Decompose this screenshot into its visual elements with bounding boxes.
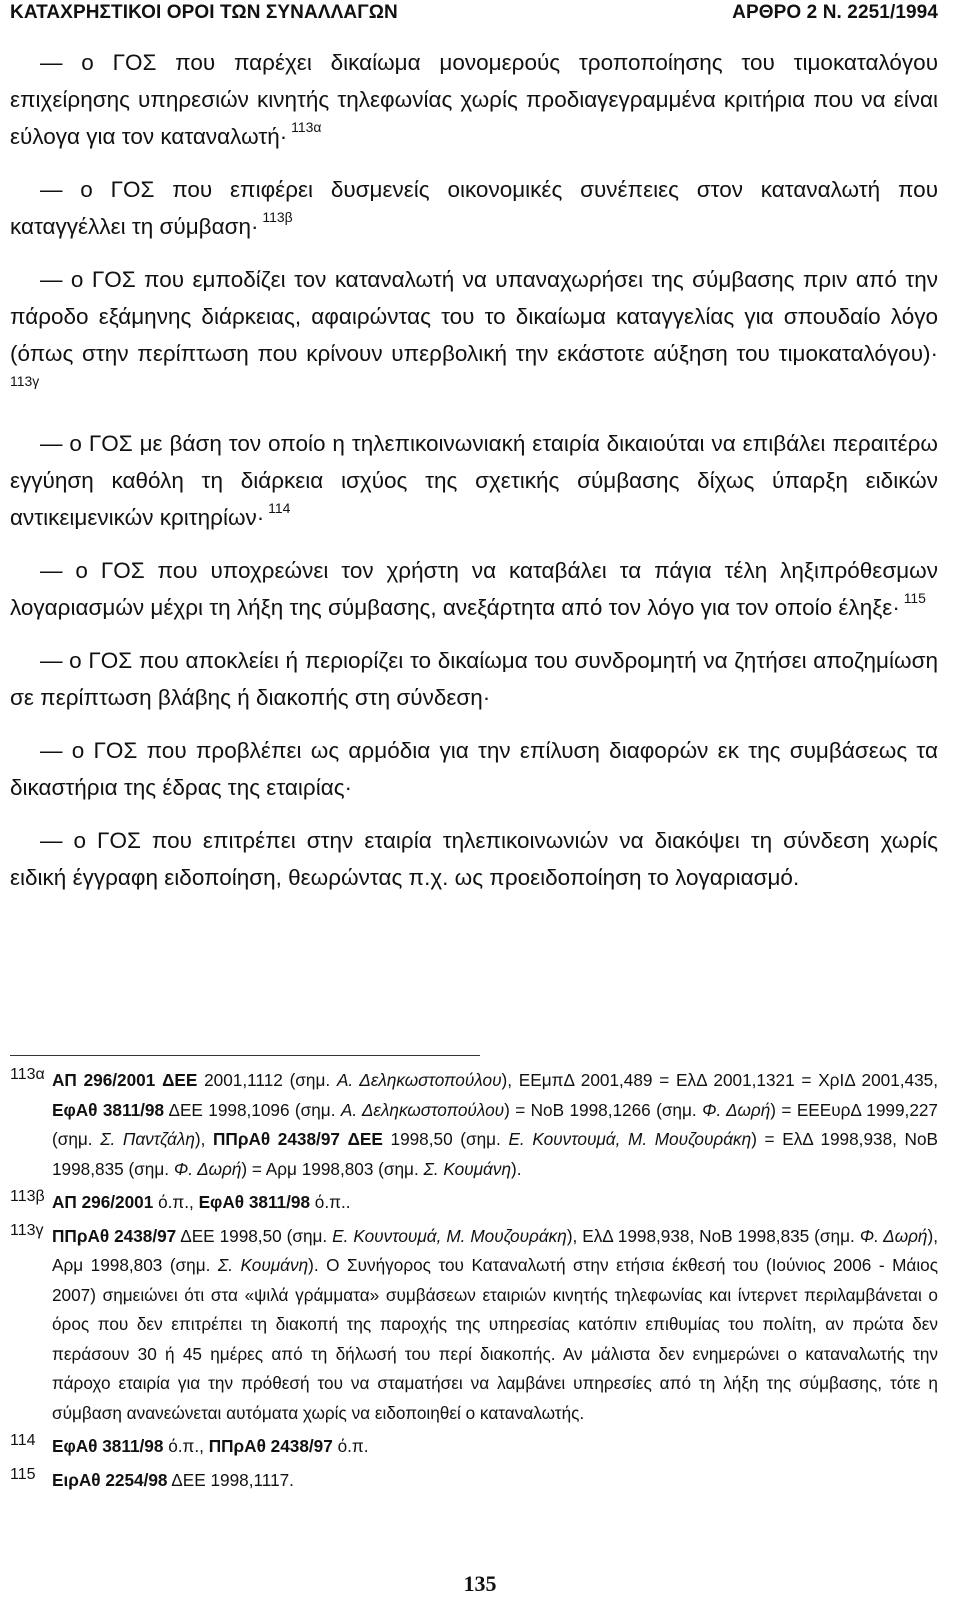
- citation-bold: ΕφΑθ 3811/98: [52, 1099, 165, 1120]
- clause-text: — ο ΓΟΣ που εμποδίζει τον καταναλωτή να υπαναχωρήσει της σύμβασης πριν από την πάροδο εξάμηνης διάρκειας, αφαιρώντας του το δικαίωμα καταγγελίας για σπουδαίο λόγο (όπως στην περίπτωση που κρίνουν υπερβολική την εκάστοτε αύξηση του τιμοκαταλόγου)·: [10, 267, 938, 366]
- clause-text: — ο ΓΟΣ που επιφέρει δυσμενείς οικονομικές συνέπειες στον καταναλωτή που καταγγέλλει τη σύμβαση·: [10, 177, 938, 239]
- citation-bold: ΠΠρΑθ 2438/97: [208, 1436, 333, 1456]
- author-italic: Φ. Δωρή: [702, 1099, 771, 1120]
- citation-bold: ΠΠρΑθ 2438/97: [213, 1129, 340, 1149]
- citation-bold: ΑΠ 296/2001: [52, 1192, 154, 1212]
- footnote-text: 2001,1112 (σημ.: [197, 1070, 337, 1090]
- author-italic: Σ. Παντζάλη: [100, 1129, 195, 1149]
- clause-paragraph: [10, 732, 938, 806]
- citation-bold: ΠΠρΑθ 2438/97: [52, 1225, 177, 1246]
- clause-paragraph: [10, 425, 938, 536]
- footnote-number: 113γ: [10, 1221, 44, 1239]
- footnote-text: ΔΕΕ 1998,50 (σημ.: [176, 1225, 333, 1246]
- header-article: ΑΡΘΡΟ 2 Ν. 2251/1994: [732, 2, 938, 23]
- citation-bold: ΔΕΕ: [347, 1129, 383, 1149]
- clause-text: — ο ΓΟΣ που υποχρεώνει τον χρήστη να καταβάλει τα πάγια τέλη ληξιπρόθεσμων λογαριασμών μέχρι τη λήξη της σύμβασης, ανεξάρτητα από τον λόγο για τον οποίο έληξε·: [10, 558, 938, 620]
- footnote-text: ΔΕΕ 1998,1096 (σημ.: [164, 1099, 341, 1120]
- footnote-text: ό.π..: [310, 1192, 351, 1212]
- citation-bold: ΔΕΕ: [162, 1070, 198, 1090]
- footnote-number: 113α: [10, 1066, 45, 1083]
- author-italic: Α. Δεληκωστοπούλου: [340, 1099, 505, 1120]
- clause-paragraph: [10, 552, 938, 626]
- footnote-text: ) = ΝοΒ 1998,1266 (σημ.: [504, 1099, 703, 1120]
- footnote: [10, 1188, 938, 1218]
- clause-text: — ο ΓΟΣ με βάση τον οποίο η τηλεπικοινωνιακή εταιρία δικαιούται να επιβάλει περαιτέρω εγγύηση καθόλη τη διάρκεια ισχύος της σχετικής σύμβασης δίχως ύπαρξη ειδικών αντικειμενικών κριτηρίων·: [10, 431, 938, 530]
- footnotes: [10, 1066, 938, 1499]
- author-italic: Φ. Δωρή: [173, 1158, 242, 1179]
- author-italic: Σ. Κουμάνη: [423, 1158, 511, 1179]
- footnote-reference[interactable]: 113α: [287, 119, 322, 136]
- clause-text: — ο ΓΟΣ που παρέχει δικαίωμα μονομερούς τροποποίησης του τιμοκαταλόγου επιχείρησης υπηρεσιών κινητής τηλεφωνίας χωρίς προδιαγεγραμμένα κριτήρια που να είναι εύλογα για τον καταναλωτή·: [10, 50, 938, 149]
- footnote-text: ),: [194, 1129, 214, 1149]
- footnote-text: ). Ο Συνήγορος του Καταναλωτή στην ετήσια έκθεσή του (Ιούνιος 2006 - Μάιος 2007) σημειώνει ότι στα «ψιλά γράμματα» συμβάσεων εταιριών κινητής τηλεφωνίας και ίντερνετ περιλαμβάνεται ο όρος που δεν επιτρέπει τη διακοπή της παροχής της υπηρεσίας κατόπιν επιθυμίας του πολίτη, αν πρώτα δεν περάσουν 30 ή 45 ημέρες από τη δήλωσή του περί διακοπής. Αν μάλιστα δεν ενημερώνει ο καταναλωτής την πάροχο εταιρία για την πρόθεσή του να σταματήσει να λαμβάνει υπηρεσίες από τη λήξη της σύμβασης, τότε η σύμβαση ανανεώνεται αυτόματα χωρίς να ειδοποιηθεί ο καταναλωτής.: [52, 1255, 938, 1423]
- citation-bold: ΕφΑθ 3811/98: [52, 1436, 164, 1456]
- footnote-number: 114: [10, 1432, 36, 1449]
- citation-bold: ΕφΑθ 3811/98: [198, 1192, 311, 1212]
- citation-bold: ΕιρΑθ 2254/98: [52, 1469, 168, 1490]
- footnote-reference[interactable]: 114: [264, 500, 291, 517]
- footnote-text: ) = ΕΕΕυρΔ 1999,227 (σημ.: [52, 1099, 938, 1149]
- footnote-text: ) = ΕλΔ 1998,938, ΝοΒ 1998,835 (σημ.: [52, 1129, 938, 1179]
- clause-text: — ο ΓΟΣ που αποκλείει ή περιορίζει το δικαίωμα του συνδρομητή να ζητήσει αποζημίωση σε περίπτωση βλάβης ή διακοπής στη σύνδεση·: [10, 648, 938, 710]
- footnote-text: 1998,50 (σημ.: [382, 1129, 509, 1149]
- main-text: [10, 44, 938, 912]
- clause-paragraph: [10, 261, 938, 409]
- clause-text: — ο ΓΟΣ που προβλέπει ως αρμόδια για την επίλυση διαφορών εκ της συμβάσεως τα δικαστήρια της έδρας της εταιρίας·: [10, 738, 938, 800]
- footnote-number: 113β: [10, 1188, 45, 1205]
- footnote-text: ), ΕλΔ 1998,938, ΝοΒ 1998,835 (σημ.: [566, 1225, 860, 1246]
- footnote-text: ΔΕΕ 1998,1117.: [167, 1469, 294, 1490]
- citation-bold: ΑΠ 296/2001: [52, 1070, 156, 1090]
- footnote: [10, 1222, 938, 1429]
- footnote-text: ) = Αρμ 1998,803 (σημ.: [241, 1158, 424, 1179]
- footnote-reference[interactable]: 113β: [258, 209, 293, 226]
- footnote-text: ό.π.,: [153, 1192, 199, 1212]
- author-italic: Σ. Κουμάνη: [217, 1255, 309, 1275]
- footnote: [10, 1466, 938, 1496]
- footnote: [10, 1432, 938, 1462]
- author-italic: Ε. Κουντουμά, Μ. Μουζουράκη: [508, 1129, 752, 1149]
- running-header: [10, 2, 938, 32]
- footnote-text: ), ΕΕμπΔ 2001,489 = ΕλΔ 2001,1321 = ΧρΙΔ 2001,435,: [501, 1070, 938, 1090]
- footnote: [10, 1066, 938, 1184]
- clause-paragraph: [10, 642, 938, 716]
- footnote-text: ), Αρμ 1998,803 (σημ.: [52, 1225, 938, 1275]
- footnote-number: 115: [10, 1465, 36, 1483]
- header-title: ΚΑΤΑΧΡΗΣΤΙΚΟΙ ΟΡΟΙ ΤΩΝ ΣΥΝΑΛΛΑΓΩΝ: [10, 2, 398, 23]
- clause-paragraph: [10, 171, 938, 245]
- footnote-text: [340, 1129, 348, 1149]
- author-italic: Α. Δεληκωστοπούλου: [336, 1070, 502, 1090]
- footnote-text: ό.π.: [332, 1436, 369, 1456]
- footnote-text: ).: [511, 1158, 522, 1179]
- footnote-text: ό.π.,: [163, 1436, 209, 1456]
- clause-text: — ο ΓΟΣ που επιτρέπει στην εταιρία τηλεπικοινωνιών να διακόψει τη σύνδεση χωρίς ειδική έγγραφη ειδοποίηση, θεωρώντας π.χ. ως προειδοποίηση το λογαριασμό.: [10, 828, 938, 890]
- footnote-reference[interactable]: 115: [899, 590, 926, 607]
- footnote-reference[interactable]: 113γ: [10, 373, 40, 390]
- page-number: 135: [463, 1571, 497, 1596]
- clause-paragraph: [10, 822, 938, 896]
- footnote-separator: [10, 1055, 480, 1056]
- clause-paragraph: [10, 44, 938, 155]
- author-italic: Φ. Δωρή: [859, 1225, 928, 1246]
- author-italic: Ε. Κουντουμά, Μ. Μουζουράκη: [332, 1225, 567, 1246]
